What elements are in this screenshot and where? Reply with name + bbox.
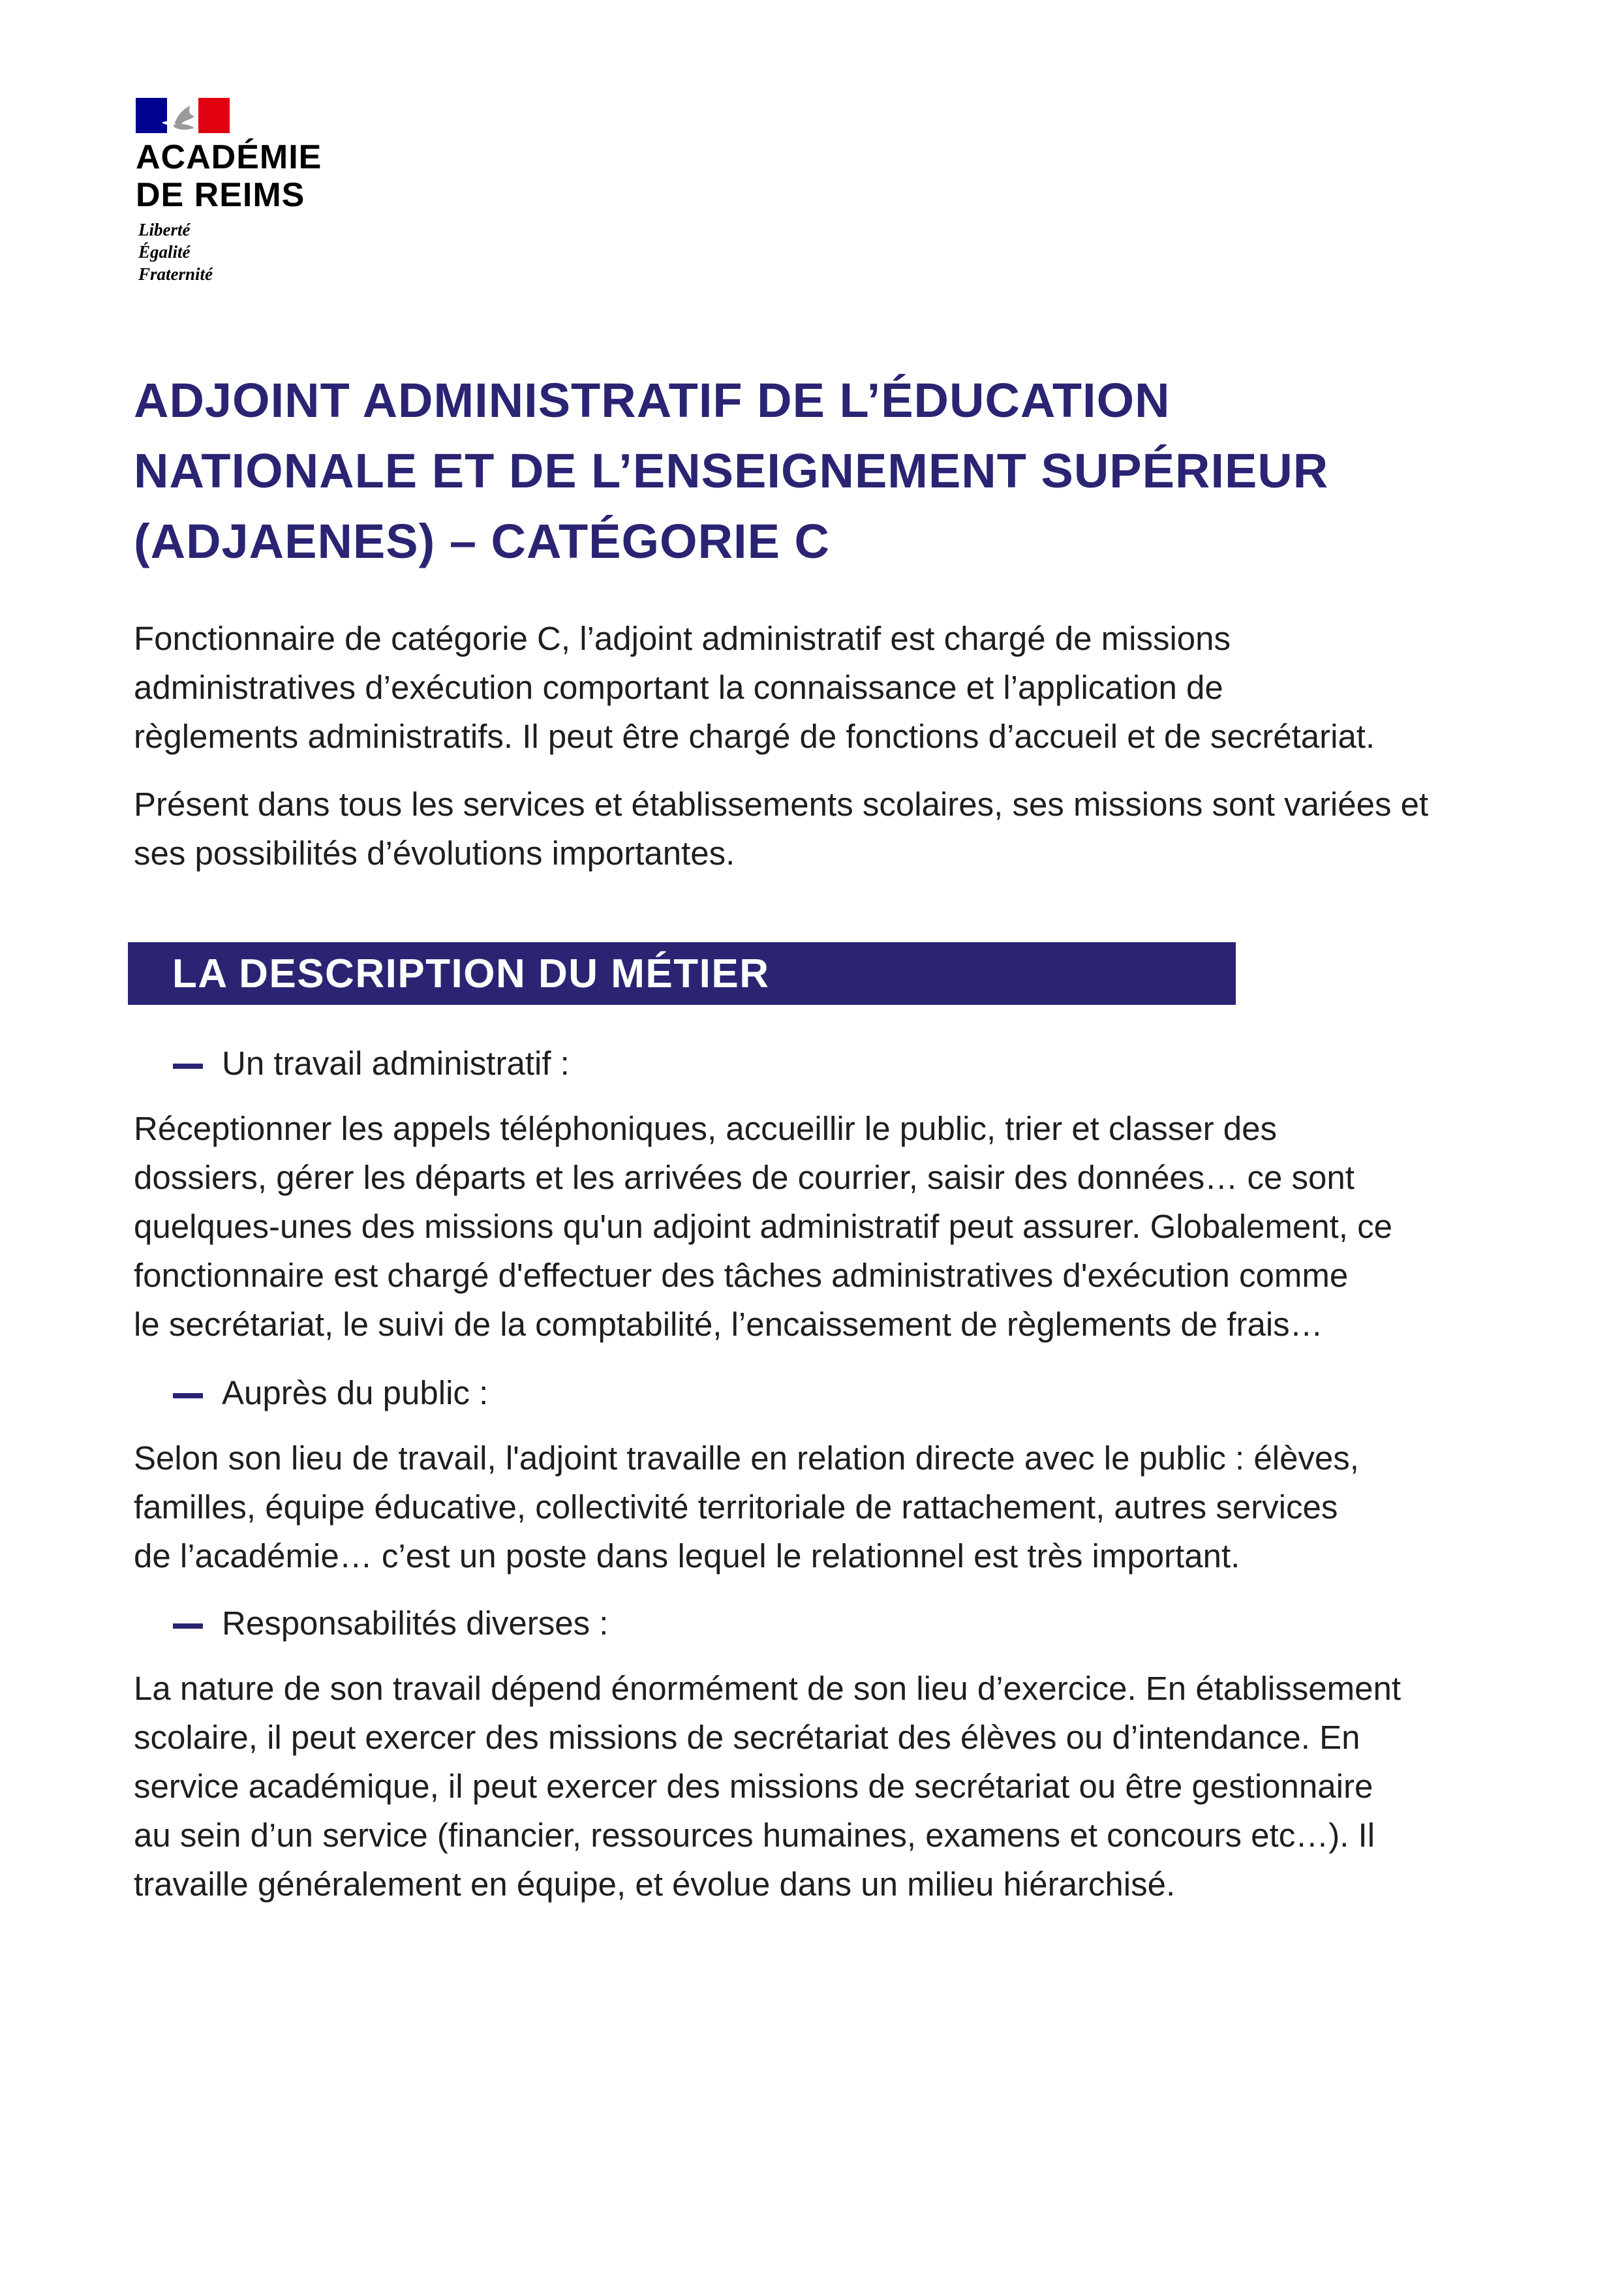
bullet-item (173, 1368, 1217, 1417)
bullet-label: Auprès du public : (222, 1374, 489, 1411)
academie-name (136, 138, 410, 214)
academie-name-line: ACADÉMIE (136, 138, 322, 176)
title-line: ADJOINT ADMINISTRATIF DE L’ÉDUCATION (134, 373, 1171, 427)
bullet-item (173, 1599, 1217, 1648)
motto-line: Égalité (138, 242, 191, 262)
paragraph-line: ses possibilités d’évolutions importantes. (134, 835, 735, 872)
item-paragraph (134, 1434, 1537, 1580)
paragraph-line: au sein d’un service (financier, ressources humaines, examens et concours etc…). Il (134, 1817, 1375, 1854)
paragraph-line: Fonctionnaire de catégorie C, l’adjoint administratif est chargé de missions (134, 620, 1231, 657)
dash-bullet-icon (173, 1064, 203, 1069)
bullet-label: Responsabilités diverses : (222, 1605, 609, 1642)
intro-paragraph-1 (134, 614, 1537, 761)
paragraph-line: de l’académie… c’est un poste dans lequel le relationnel est très important. (134, 1537, 1240, 1575)
intro-paragraph-2 (134, 780, 1537, 878)
paragraph-line: règlements administratifs. Il peut être chargé de fonctions d’accueil et de secrétariat. (134, 718, 1375, 755)
paragraph-line: dossiers, gérer les départs et les arrivées de courrier, saisir des données… ce sont (134, 1159, 1355, 1196)
dash-bullet-icon (173, 1393, 203, 1398)
paragraph-line: service académique, il peut exercer des missions de secrétariat ou être gestionnaire (134, 1768, 1373, 1805)
paragraph-line: scolaire, il peut exercer des missions de secrétariat des élèves ou d’intendance. En (134, 1719, 1360, 1756)
paragraph-line: Selon son lieu de travail, l'adjoint travaille en relation directe avec le public : élèves, (134, 1439, 1359, 1477)
bullet-item (173, 1039, 1217, 1088)
paragraph-line: le secrétariat, le suivi de la comptabilité, l’encaissement de règlements de frais… (134, 1306, 1323, 1343)
academie-name-line: DE REIMS (136, 176, 305, 214)
motto-line: Fraternité (138, 264, 213, 284)
title-line: (ADJAENES) – CATÉGORIE C (134, 514, 830, 568)
paragraph-line: Présent dans tous les services et établissements scolaires, ses missions sont variées et (134, 786, 1429, 823)
paragraph-line: fonctionnaire est chargé d'effectuer des tâches administratives d'exécution comme (134, 1257, 1349, 1294)
motto-line: Liberté (138, 220, 191, 239)
title-line: NATIONALE ET DE L’ENSEIGNEMENT SUPÉRIEUR (134, 444, 1329, 498)
paragraph-line: travaille généralement en équipe, et évolue dans un milieu hiérarchisé. (134, 1866, 1176, 1903)
bullet-label: Un travail administratif : (222, 1045, 570, 1082)
paragraph-line: familles, équipe éducative, collectivité territoriale de rattachement, autres services (134, 1488, 1338, 1526)
section-header-band (128, 942, 1236, 1005)
dash-bullet-icon (173, 1623, 203, 1629)
marianne-emblem-icon (136, 98, 230, 133)
section-heading: LA DESCRIPTION DU MÉTIER (172, 951, 770, 996)
paragraph-line: Réceptionner les appels téléphoniques, accueillir le public, trier et classer des (134, 1110, 1277, 1147)
item-paragraph (134, 1664, 1537, 1909)
page-title (134, 365, 1537, 577)
paragraph-line: quelques-unes des missions qu'un adjoint administratif peut assurer. Globalement, ce (134, 1208, 1392, 1245)
item-paragraph (134, 1104, 1537, 1349)
republic-motto (138, 219, 334, 285)
paragraph-line: administratives d’exécution comportant la connaissance et l’application de (134, 669, 1223, 706)
paragraph-line: La nature de son travail dépend énormément de son lieu d’exercice. En établissement (134, 1670, 1402, 1707)
